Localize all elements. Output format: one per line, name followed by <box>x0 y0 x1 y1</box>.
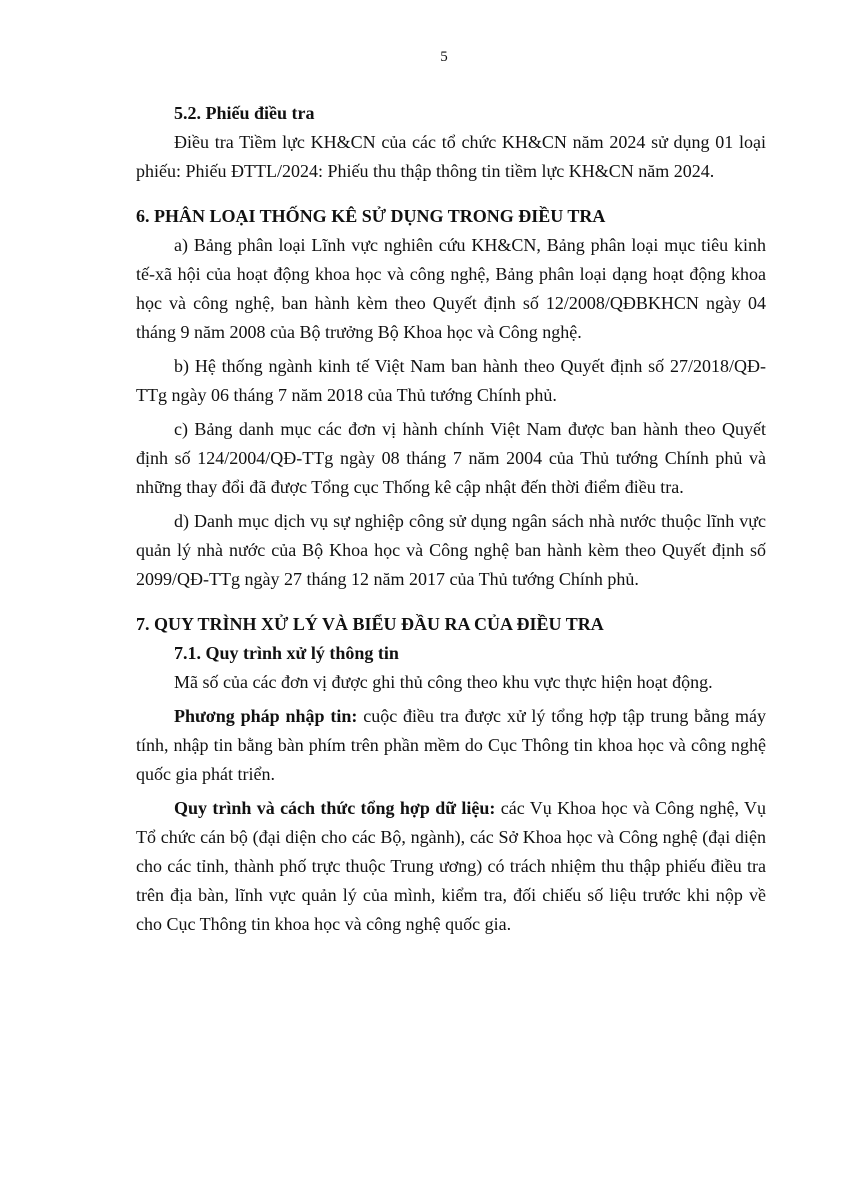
aggregation-process-label: Quy trình và cách thức tổng hợp dữ liệu: <box>174 798 496 818</box>
section-7-1-paragraph-1: Mã số của các đơn vị được ghi thủ công theo khu vực thực hiện hoạt động. <box>174 672 713 692</box>
section-5-2-paragraph: Điều tra Tiềm lực KH&CN của các tổ chức KH&CN năm 2024 sử dụng 01 loại phiếu: Phiếu ĐTTL/2024: Phiếu thu thập thông tin tiềm lực KH&CN năm 2024. <box>136 132 766 181</box>
section-7-1-title: 7.1. Quy trình xử lý thông tin <box>174 643 399 663</box>
section-6-item-a: a) Bảng phân loại Lĩnh vực nghiên cứu KH&CN, Bảng phân loại mục tiêu kinh tế-xã hội của hoạt động khoa học và công nghệ, Bảng phân loại dạng hoạt động khoa học và công nghệ, ban hành kèm theo Quyết định số 12/2008/QĐBKHCN ngày 04 tháng 9 năm 2008 của Bộ trưởng Bộ Khoa học và Công nghệ. <box>136 235 766 342</box>
section-6-item-c: c) Bảng danh mục các đơn vị hành chính Việt Nam được ban hành theo Quyết định số 124/2004/QĐ-TTg ngày 08 tháng 7 năm 2004 của Thủ tướng Chính phủ và những thay đổi đã được Tổng cục Thống kê cập nhật đến thời điểm điều tra. <box>136 419 766 497</box>
section-6-item-d: d) Danh mục dịch vụ sự nghiệp công sử dụng ngân sách nhà nước thuộc lĩnh vực quản lý nhà nước của Bộ Khoa học và Công nghệ ban hành kèm theo Quyết định số 2099/QĐ-TTg ngày 27 tháng 12 năm 2017 của Thủ tướng Chính phủ. <box>136 511 766 589</box>
section-6-item-b: b) Hệ thống ngành kinh tế Việt Nam ban hành theo Quyết định số 27/2018/QĐ-TTg ngày 06 tháng 7 năm 2018 của Thủ tướng Chính phủ. <box>136 356 766 405</box>
input-method-label: Phương pháp nhập tin: <box>174 706 358 726</box>
section-7-1-paragraph-3 <box>136 794 766 939</box>
section-7-1-paragraph-2 <box>136 702 766 789</box>
input-method-text: cuộc điều tra được xử lý tổng hợp tập trung bằng máy tính, nhập tin bằng bàn phím trên phần mềm do Cục Thông tin khoa học và công nghệ quốc gia phát triển. <box>136 706 766 784</box>
section-6-title: 6. PHÂN LOẠI THỐNG KÊ SỬ DỤNG TRONG ĐIỀU TRA <box>136 206 606 226</box>
aggregation-process-text: các Vụ Khoa học và Công nghệ, Vụ Tổ chức cán bộ (đại diện cho các Bộ, ngành), các Sở Khoa học và Công nghệ (đại diện cho các tỉnh, thành phố trực thuộc Trung ương) có trách nhiệm thu thập phiếu điều tra trên địa bàn, lĩnh vực quản lý của mình, kiểm tra, đối chiếu số liệu trước khi nộp về cho Cục Thông tin khoa học và công nghệ quốc gia. <box>136 798 767 934</box>
section-7-title: 7. QUY TRÌNH XỬ LÝ VÀ BIỂU ĐẦU RA CỦA ĐIỀU TRA <box>136 614 604 634</box>
section-5-2-title: 5.2. Phiếu điều tra <box>174 103 315 123</box>
document-body <box>136 99 766 939</box>
page-number: 5 <box>440 49 448 65</box>
